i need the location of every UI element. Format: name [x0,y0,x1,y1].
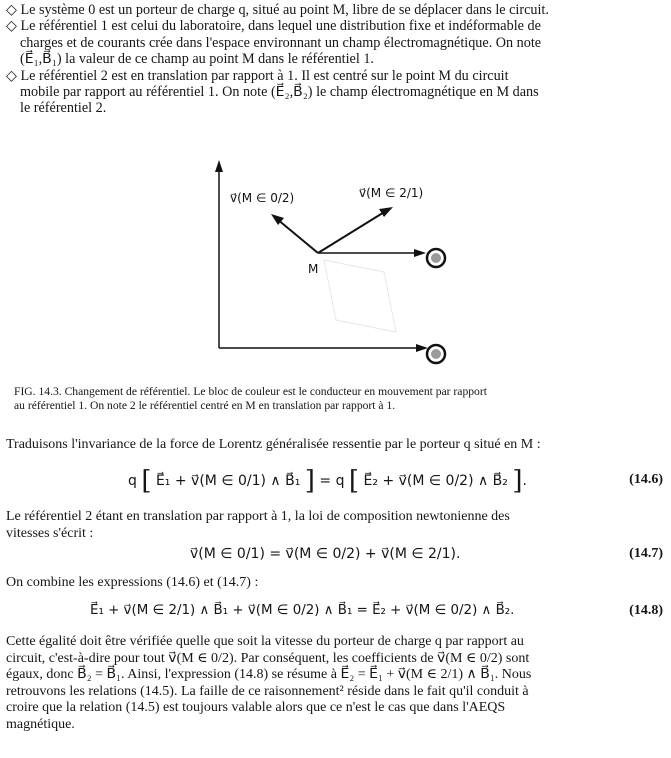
equation-14-8-body: E⃗₁ + v⃗(M ∈ 2/1) ∧ B⃗₁ + v⃗(M ∈ 0/2) ∧ B⃗₁ = E⃗₂ + v⃗(M ∈ 0/2) ∧ B⃗₂. [90,603,515,618]
equation-14-6 [0,466,671,496]
bullet-ref-2-line1: ◇ Le référentiel 2 est en translation par rapport à 1. Il est centré sur le point M du circuit [6,67,509,84]
bullet-ref-2-line3: le référentiel 2. [20,100,107,117]
paragraph-lorentz [6,437,666,454]
caption-line-2: au référentiel 1. On note 2 le référentiel centré en M en translation par rapport à 1. [14,398,396,412]
field-circle-bottom-center [431,349,441,359]
eq146-charge-left: q [128,473,137,489]
bullet-list [6,2,666,117]
equation-number-14-7: (14.7) [629,546,663,561]
equation-14-8 [0,603,671,633]
caption-line-1: FIG. 14.3. Changement de référentiel. Le bloc de couleur est le conducteur en mouvement par rapport [14,385,487,398]
paragraph-conclusion-line-5: croire que la relation (14.5) est toujours valable alors que ce n'est le cas que dans l'AEQS [6,700,506,716]
eq146-bracket-open-2: [ [348,466,360,496]
eq146-equals-charge: = q [319,473,345,489]
bullet-ref-2-line2: mobile par rapport au référentiel 1. On note (E⃗₂,B⃗₂) le champ électromagnétique en M dans [20,84,539,101]
m-horizontal-arrowhead [414,249,426,257]
bullet-ref-1-line1: ◇ Le référentiel 1 est celui du laboratoire, dans lequel une distribution fixe et indéformable de [6,18,541,35]
equation-14-6-body [128,466,527,496]
paragraph-conclusion-line-1: Cette égalité doit être vérifiée quelle que soit la vitesse du porteur de charge q par rapport au [6,634,524,649]
vector-v-2-1-arrowhead [379,207,393,217]
field-circle-top-center [431,253,441,263]
eq146-bracket-close-1: ] [304,466,315,496]
paragraph-composition [6,509,666,542]
vector-v-0-2 [277,219,318,253]
conductor-block [324,260,396,332]
figure-14-3 [190,148,470,380]
vertical-axis-arrowhead [215,160,223,172]
paragraph-conclusion-line-2: circuit, c'est-à-dire pour tout v⃗(M ∈ 0/2). Par conséquent, les coefficients de v⃗(M ∈ 0/2) sont [6,650,530,666]
paragraph-composition-line-1: Le référentiel 2 étant en translation par rapport à 1, la loi de composition newtonienne des [6,509,510,524]
paragraph-lorentz-text: Traduisons l'invariance de la force de Lorentz généralisée ressentie par le porteur q situé en M : [6,437,541,452]
paragraph-conclusion-line-3: égaux, donc B⃗₂ = B⃗₁. Ainsi, l'expression (14.8) se résume à E⃗₂ = E⃗₁ + v⃗(M ∈ 2/1) ∧ B⃗₁. Nous [6,667,532,683]
horizontal-axis-arrowhead [416,344,428,352]
eq146-period: . [522,473,527,489]
equation-14-7 [0,546,671,576]
label-v-2-1: v⃗(M ∈ 2/1) [359,186,424,200]
bullet-system-0: ◇ Le système 0 est un porteur de charge q, situé au point M, libre de se déplacer dans le circuit. [6,2,549,18]
vector-v-2-1 [318,211,386,253]
bullet-ref-1-line3: (E⃗₁,B⃗₁) la valeur de ce champ au point M dans le référentiel 1. [20,51,374,68]
paragraph-conclusion-line-4: retrouvons les relations (14.5). La faille de ce raisonnement² réside dans le fait qu'il conduit à [6,683,529,699]
paragraph-combine-text: On combine les expressions (14.6) et (14.7) : [6,575,259,590]
eq146-bracket-open-1: [ [141,466,152,496]
eq146-inner-1: E⃗₁ + v⃗(M ∈ 0/1) ∧ B⃗₁ [155,473,301,489]
paragraph-composition-line-2: vitesses s'écrit : [6,525,94,541]
paragraph-combine [6,575,666,592]
equation-number-14-8: (14.8) [629,603,663,618]
paragraph-conclusion-line-6: magnétique. [6,716,75,732]
figure-caption [14,385,664,412]
eq146-inner-2: E⃗₂ + v⃗(M ∈ 0/2) ∧ B⃗₂ [363,473,508,489]
eq146-bracket-close-2: ] [512,466,523,496]
equation-number-14-6: (14.6) [629,472,663,487]
paragraph-conclusion [6,634,666,734]
equation-14-7-body: v⃗(M ∈ 0/1) = v⃗(M ∈ 0/2) + v⃗(M ∈ 2/1). [190,546,461,562]
bullet-ref-1-line2: charges et de courants crée dans l'espace environnant un champ électromagnétique. On note [20,34,542,51]
label-v-0-2: v⃗(M ∈ 0/2) [230,191,295,205]
label-point-m: M [308,262,319,276]
